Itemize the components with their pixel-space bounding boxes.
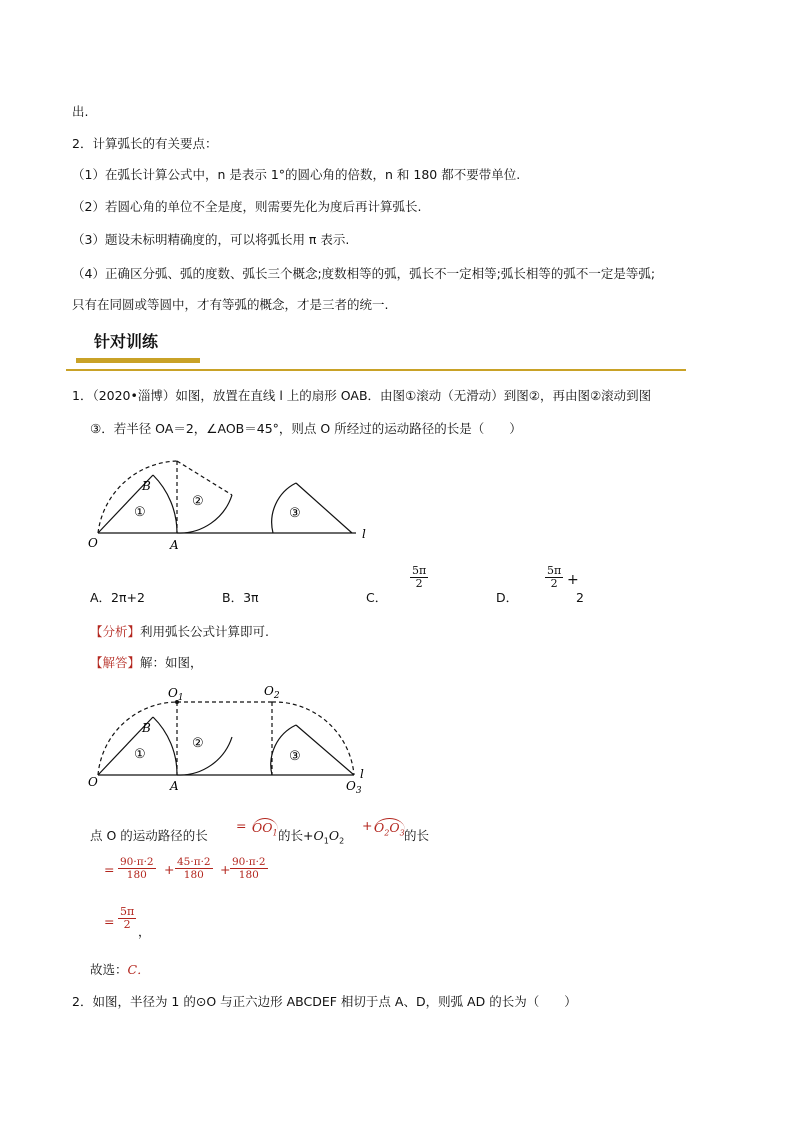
- label-l: l: [362, 527, 366, 541]
- term1: [118, 856, 156, 881]
- q1-option-c-label: C．: [366, 590, 388, 605]
- arc-o2o3: $O_2O_3$: [374, 818, 405, 842]
- q1-answer: [90, 655, 203, 671]
- label-O2: $O_2$: [264, 684, 280, 701]
- intro-point-4b: 只有在同圆或等圆中，才有等弧的概念，才是三者的统一.: [72, 297, 389, 312]
- path-eq: =: [236, 818, 247, 833]
- q1-analysis: [90, 624, 269, 640]
- path-plus: +: [362, 818, 373, 833]
- sector1-arc: [153, 475, 177, 533]
- analysis-tag: 【分析】: [90, 624, 141, 639]
- q1-option-d-fraction: [545, 565, 563, 590]
- result-fraction: [118, 906, 136, 931]
- q1-solution-figure: [84, 680, 384, 800]
- term1-num: 90·π·2: [120, 856, 154, 868]
- q1-option-c-den: 2: [415, 577, 423, 590]
- answer-tag: 【解答】: [90, 655, 141, 670]
- label-B: B: [142, 479, 151, 493]
- sector2-arc: [177, 737, 232, 775]
- label-c3: ③: [289, 749, 301, 764]
- plus-2: +: [220, 862, 231, 877]
- plus-1: +: [164, 862, 175, 877]
- sector2-arc: [177, 495, 232, 533]
- choice-prefix: 故选：: [90, 962, 128, 977]
- sector3-radius: [296, 725, 354, 775]
- result-num: 5π: [120, 905, 135, 918]
- q1-option-b: B．3π: [222, 590, 259, 605]
- q1-option-d-num: 5π: [547, 564, 562, 577]
- intro-point-3: （3）题设未标明精确度的，可以将弧长用 π 表示.: [72, 232, 350, 247]
- q1-stem-line1: 1．（2020•淄博）如图，放置在直线 l 上的扇形 OAB．由图①滚动（无滑动）到图②，再由图②滚动到图: [72, 388, 652, 403]
- calc-eq: =: [104, 862, 115, 877]
- label-A: A: [170, 779, 179, 793]
- label-O: O: [88, 775, 98, 789]
- label-O: O: [88, 536, 98, 550]
- label-A: A: [170, 538, 179, 552]
- dashed-arc-oo1: [98, 702, 177, 775]
- term2-den: 180: [183, 869, 204, 881]
- dashed-tangent: [177, 461, 232, 495]
- sector3-radius: [296, 483, 352, 533]
- path-mid: 的长$+O_1O_2$: [278, 828, 345, 846]
- intro-point-4a: （4）正确区分弧、弧的度数、弧长三个概念;度数相等的弧，弧长不一定相等;弧长相等的弧不一定是等弧;: [72, 266, 656, 281]
- sector1-arc: [153, 717, 177, 775]
- q1-option-d-label: D．: [496, 590, 519, 605]
- q1-option-d-plus: +: [567, 572, 579, 588]
- dashed-path-arc: [98, 461, 177, 533]
- result-eq: =: [104, 914, 115, 929]
- path-prefix: 点 O 的运动路径的长: [90, 828, 208, 843]
- intro-point-2: （2）若圆心角的单位不全是度，则需要先化为度后再计算弧长.: [72, 199, 422, 214]
- q2-stem-line1: 2．如图，半径为 1 的⊙O 与正六边形 ABCDEF 相切于点 A、D，则弧 AD 的长为（ ）: [72, 994, 577, 1009]
- arc-oo1: $OO_1$: [252, 818, 278, 842]
- q1-option-d-den: 2: [550, 577, 558, 590]
- label-c2: ②: [192, 494, 204, 509]
- q1-figure: [84, 455, 384, 555]
- intro-point-1: （1）在弧长计算公式中，n 是表示 1°的圆心角的倍数，n 和 180 都不要带单位.: [72, 167, 521, 182]
- label-O3: $O_3$: [346, 779, 362, 796]
- q1-stem-line2: ③．若半径 OA＝2，∠AOB＝45°，则点 O 所经过的运动路径的长是（ ）: [90, 421, 522, 436]
- section-divider: [66, 369, 686, 371]
- q1-choice: [90, 962, 150, 978]
- intro-line-0: 出.: [72, 104, 89, 119]
- term2: [175, 856, 213, 881]
- result-den: 2: [123, 918, 131, 931]
- label-c1: ①: [134, 747, 146, 762]
- intro-heading-2: 2．计算弧长的有关要点：: [72, 136, 218, 151]
- label-c1: ①: [134, 505, 146, 520]
- term3: [230, 856, 268, 881]
- result-comma: ，: [138, 924, 151, 939]
- answer-text: 解：如图，: [140, 655, 203, 670]
- term3-den: 180: [238, 869, 259, 881]
- q1-option-d-tail: 2: [576, 590, 584, 605]
- q1-option-a: A．2π+2: [90, 590, 145, 605]
- label-B: B: [142, 721, 151, 735]
- q1-option-c-fraction: [410, 565, 428, 590]
- path-suffix: 的长: [404, 828, 430, 843]
- label-O1: $O_1$: [168, 686, 184, 703]
- q1-option-c-num: 5π: [412, 564, 427, 577]
- term3-num: 90·π·2: [232, 856, 266, 868]
- analysis-text: 利用弧长公式计算即可.: [140, 624, 269, 639]
- label-c3: ③: [289, 506, 301, 521]
- label-l: l: [360, 767, 364, 781]
- section-title: 针对训练: [94, 332, 159, 351]
- term1-den: 180: [126, 869, 147, 881]
- label-c2: ②: [192, 736, 204, 751]
- section-title-underline: [76, 358, 200, 363]
- choice-value: C．: [127, 962, 150, 977]
- term2-num: 45·π·2: [177, 856, 211, 868]
